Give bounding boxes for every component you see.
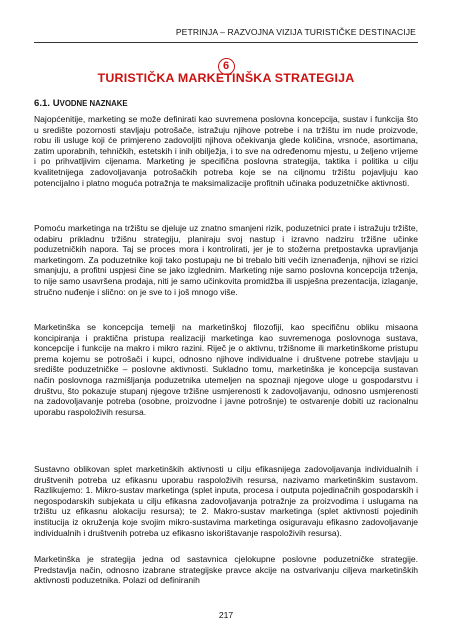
header-divider bbox=[34, 42, 418, 43]
body-paragraph: Marketinška je strategija jedna od sastavnica cjelokupne poslovne poduzetničke strategije. Predstavlja način, odnosno izabrane strategijske pravce akcije na ostvarivanju ciljeva marketinških aktivnosti poduzetnika. Polazi od definiranih bbox=[34, 554, 418, 586]
running-header: PETRINJA – RAZVOJNA VIZIJA TURISTIČKE DESTINACIJE bbox=[175, 27, 416, 37]
chapter-number: 6 bbox=[218, 58, 235, 75]
section-title-rest: VODNE NAZNAKE bbox=[59, 99, 128, 108]
section-title-initial: U bbox=[52, 98, 60, 109]
page-number: 217 bbox=[218, 610, 234, 620]
body-paragraph: Sustavno oblikovan splet marketinških aktivnosti u cilju efikasnijega zadovoljavanja individualnih i društvenih potreba uz efikasnu uporabu raspoloživih resursa, nazivamo marketinškim sustavom. Razlikujemo: 1. Mikro-sustav marketinga (splet inputa, procesa i outputa pojedinačnih gospodarskih i negospodarskih subjekata u cilju efikasna zadovoljavanja potražnje za proizvodima i uslugama na tržištu uz efikasnu alokaciju resursa); te 2. Makro-sustav marketinga (splet aktivnosti pojedinih institucija iz okruženja koje svojim mikro-sustavima marketinga osiguravaju efikasno zadovoljavanje individualnih i društvenih potreba uz efikasno iskorištavanje raspoloživih resursa). bbox=[34, 464, 418, 538]
body-paragraph: Pomoću marketinga na tržištu se djeluje uz znatno smanjeni rizik, poduzetnici prate i istražuju tržište, odabiru prikladnu tržišnu strategiju, planiraju svoj nastup i izravno nadziru tržišne učinke poduzetničkih napora. Taj se proces mora i kontrolirati, jer je to stožerna pretpostavka upravljanja marketingom. Za poduzetnike koji tako postupaju ne bi trebalo biti većih iznenađenja, njihovi se rizici smanjuju, a profitni uspjesi čine se jako izglednim. Marketing nije samo poslovna koncepcija trženja, to nije samo usavršena prodaja, niti je samo učinkovita promidžba ili uspješna prezentacija, izlaganje, stručno nuđenje i slično: on je sve to i još mnogo više. bbox=[34, 223, 418, 297]
chapter-title: TURISTIČKA MARKETINŠKA STRATEGIJA bbox=[97, 71, 355, 85]
body-paragraph: Najopćenitije, marketing se može definirati kao suvremena poslovna koncepcija, sustav i funkcija što u središte pozornosti stavljaju potrošače, istražuju njihove potrebe i na tržištu im nude proizvode, robu ili usluge koji će primjereno zadovoljiti njihova očekivanja glede količina, vrsnoće, asortimana, zatim uporabnih, tehničkih, estetskih i inih obilježja, i to sve na određenomu mjestu, u željeno vrijeme i po prihvatljivim cijenama. Marketing je specifična poslovna strategija, taktika i politika u cilju kvalitetnijega zadovoljavanja potrošačkih potreba koje se na ciljnomu tržištu pojavljuju kao potencijalno i platno moguća potražnja te maksimalizacije profitnih učinaka poduzetničke aktivnosti. bbox=[34, 114, 418, 188]
body-paragraph: Marketinška se koncepcija temelji na marketinškoj filozofiji, kao specifičnu obliku misaona koncipiranja i praktična pristupa realizaciji marketinga kao suvremenoga poslovnoga sustava, koncepcije i funkcije na makro i mikro razini. Riječ je o aktivnu, tržišnome ili marketinškome pristupu prema kojemu se potrošači i kupci, odnosno njihove individualne i društvene potrebe stavljaju u središte poduzetničke – poslovne aktivnosti. Sukladno tomu, marketinška je koncepcija sustavan način poslovnoga razmišljanja poduzetnika utemeljen na spoznaji njegove uloge u gospodarstvu i društvu, što pokazuje stupanj njegove tržišne usmjerenosti k zadovoljavanju, odnosno usmjerenosti na zadovoljavanje potreba (osobne, proizvodne i javne potrošnje) te ostvarenje dobiti uz racionalnu uporabu raspoloživih resursa. bbox=[34, 322, 418, 417]
section-number: 6.1. bbox=[34, 98, 51, 109]
section-heading bbox=[34, 98, 128, 109]
